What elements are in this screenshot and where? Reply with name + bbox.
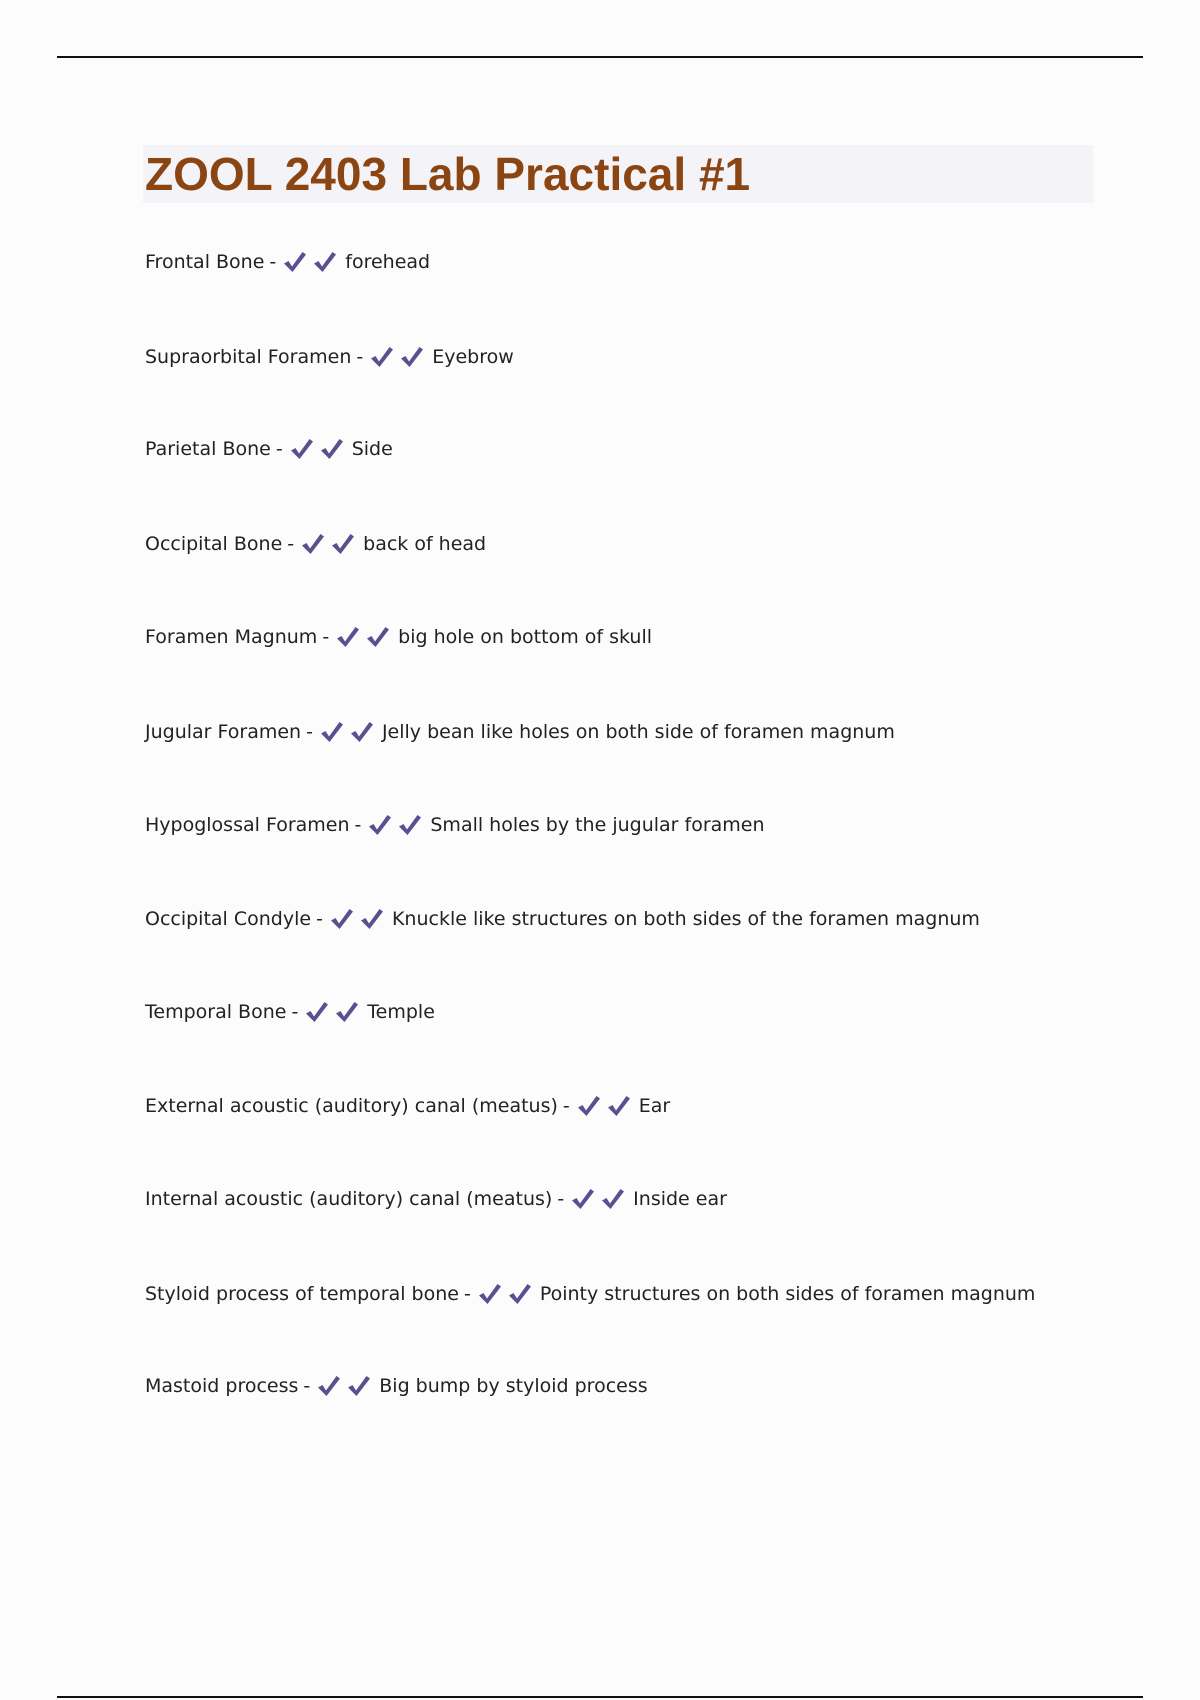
- answer-text: Big bump by styloid process: [379, 1375, 648, 1397]
- check-mark-icon: [367, 813, 392, 837]
- term-text: Styloid process of temporal bone: [145, 1283, 459, 1305]
- separator-dash: -: [463, 1283, 471, 1305]
- answer-text: Pointy structures on both sides of foramen magnum: [539, 1283, 1036, 1305]
- check-mark-icon: [300, 532, 325, 556]
- top-rule: [57, 56, 1143, 58]
- separator-dash: -: [275, 438, 283, 460]
- separator-dash: -: [562, 1095, 570, 1117]
- qa-item: [145, 247, 430, 277]
- separator-dash: -: [316, 908, 323, 930]
- answer-checks: [576, 1094, 636, 1118]
- answer-checks: [369, 345, 429, 369]
- check-mark-icon: [319, 720, 344, 744]
- check-mark-icon: [600, 1187, 625, 1211]
- check-mark-icon: [329, 907, 354, 931]
- term-text: Occipital Bone: [145, 533, 283, 555]
- answer-checks: [329, 907, 389, 931]
- answer-text: Inside ear: [633, 1188, 727, 1210]
- answer-text: Jelly bean like holes on both side of foramen magnum: [381, 721, 895, 743]
- separator-dash: -: [287, 533, 295, 555]
- qa-item: [145, 810, 765, 840]
- answer-checks: [319, 720, 379, 744]
- check-mark-icon: [289, 437, 314, 461]
- check-mark-icon: [477, 1282, 502, 1306]
- answer-text: Side: [351, 438, 393, 460]
- answer-checks: [300, 532, 360, 556]
- answer-text: Temple: [367, 1001, 435, 1023]
- check-mark-icon: [349, 720, 374, 744]
- answer-text: big hole on bottom of skull: [398, 626, 653, 648]
- check-mark-icon: [365, 625, 390, 649]
- term-text: Internal acoustic (auditory) canal (meatus): [145, 1188, 553, 1210]
- separator-dash: -: [291, 1001, 299, 1023]
- check-mark-icon: [359, 907, 384, 931]
- qa-item: [145, 1371, 648, 1401]
- answer-checks: [304, 1000, 364, 1024]
- check-mark-icon: [507, 1282, 532, 1306]
- separator-dash: -: [354, 814, 362, 836]
- check-mark-icon: [606, 1094, 631, 1118]
- term-text: Supraorbital Foramen: [145, 346, 352, 368]
- separator-dash: -: [557, 1188, 565, 1210]
- separator-dash: -: [303, 1375, 311, 1397]
- answer-text: Small holes by the jugular foramen: [430, 814, 765, 836]
- check-mark-icon: [312, 250, 337, 274]
- check-mark-icon: [399, 345, 424, 369]
- separator-dash: -: [306, 721, 313, 743]
- check-mark-icon: [335, 625, 360, 649]
- term-text: External acoustic (auditory) canal (meatus): [145, 1095, 558, 1117]
- answer-checks: [289, 437, 349, 461]
- answer-text: back of head: [363, 533, 487, 555]
- check-mark-icon: [397, 813, 422, 837]
- qa-item: [145, 1279, 1035, 1309]
- answer-checks: [335, 625, 395, 649]
- term-text: Foramen Magnum: [145, 626, 318, 648]
- term-text: Occipital Condyle: [145, 908, 312, 930]
- check-mark-icon: [319, 437, 344, 461]
- answer-text: Knuckle like structures on both sides of the foramen magnum: [391, 908, 980, 930]
- term-text: Temporal Bone: [145, 1001, 287, 1023]
- term-text: Mastoid process: [145, 1375, 299, 1397]
- answer-checks: [316, 1374, 376, 1398]
- answer-text: Ear: [638, 1095, 671, 1117]
- qa-item: [145, 997, 435, 1027]
- check-mark-icon: [576, 1094, 601, 1118]
- qa-item: [145, 1091, 670, 1121]
- qa-item: [145, 622, 652, 652]
- answer-checks: [477, 1282, 537, 1306]
- check-mark-icon: [304, 1000, 329, 1024]
- document-title: ZOOL 2403 Lab Practical #1: [145, 148, 751, 200]
- check-mark-icon: [346, 1374, 371, 1398]
- answer-checks: [282, 250, 342, 274]
- qa-item: [145, 1184, 727, 1214]
- answer-checks: [570, 1187, 630, 1211]
- answer-text: forehead: [345, 251, 431, 273]
- term-text: Parietal Bone: [145, 438, 271, 460]
- check-mark-icon: [282, 250, 307, 274]
- answer-checks: [367, 813, 427, 837]
- answer-text: Eyebrow: [432, 346, 514, 368]
- separator-dash: -: [269, 251, 277, 273]
- check-mark-icon: [316, 1374, 341, 1398]
- qa-item: [145, 342, 514, 372]
- check-mark-icon: [369, 345, 394, 369]
- term-text: Hypoglossal Foramen: [145, 814, 350, 836]
- check-mark-icon: [570, 1187, 595, 1211]
- qa-item: [145, 434, 393, 464]
- qa-item: [145, 904, 980, 934]
- term-text: Frontal Bone: [145, 251, 265, 273]
- term-text: Jugular Foramen: [145, 721, 302, 743]
- bottom-rule: [57, 1696, 1143, 1698]
- check-mark-icon: [334, 1000, 359, 1024]
- separator-dash: -: [356, 346, 364, 368]
- check-mark-icon: [330, 532, 355, 556]
- separator-dash: -: [322, 626, 330, 648]
- qa-item: [145, 529, 486, 559]
- qa-item: [145, 717, 895, 747]
